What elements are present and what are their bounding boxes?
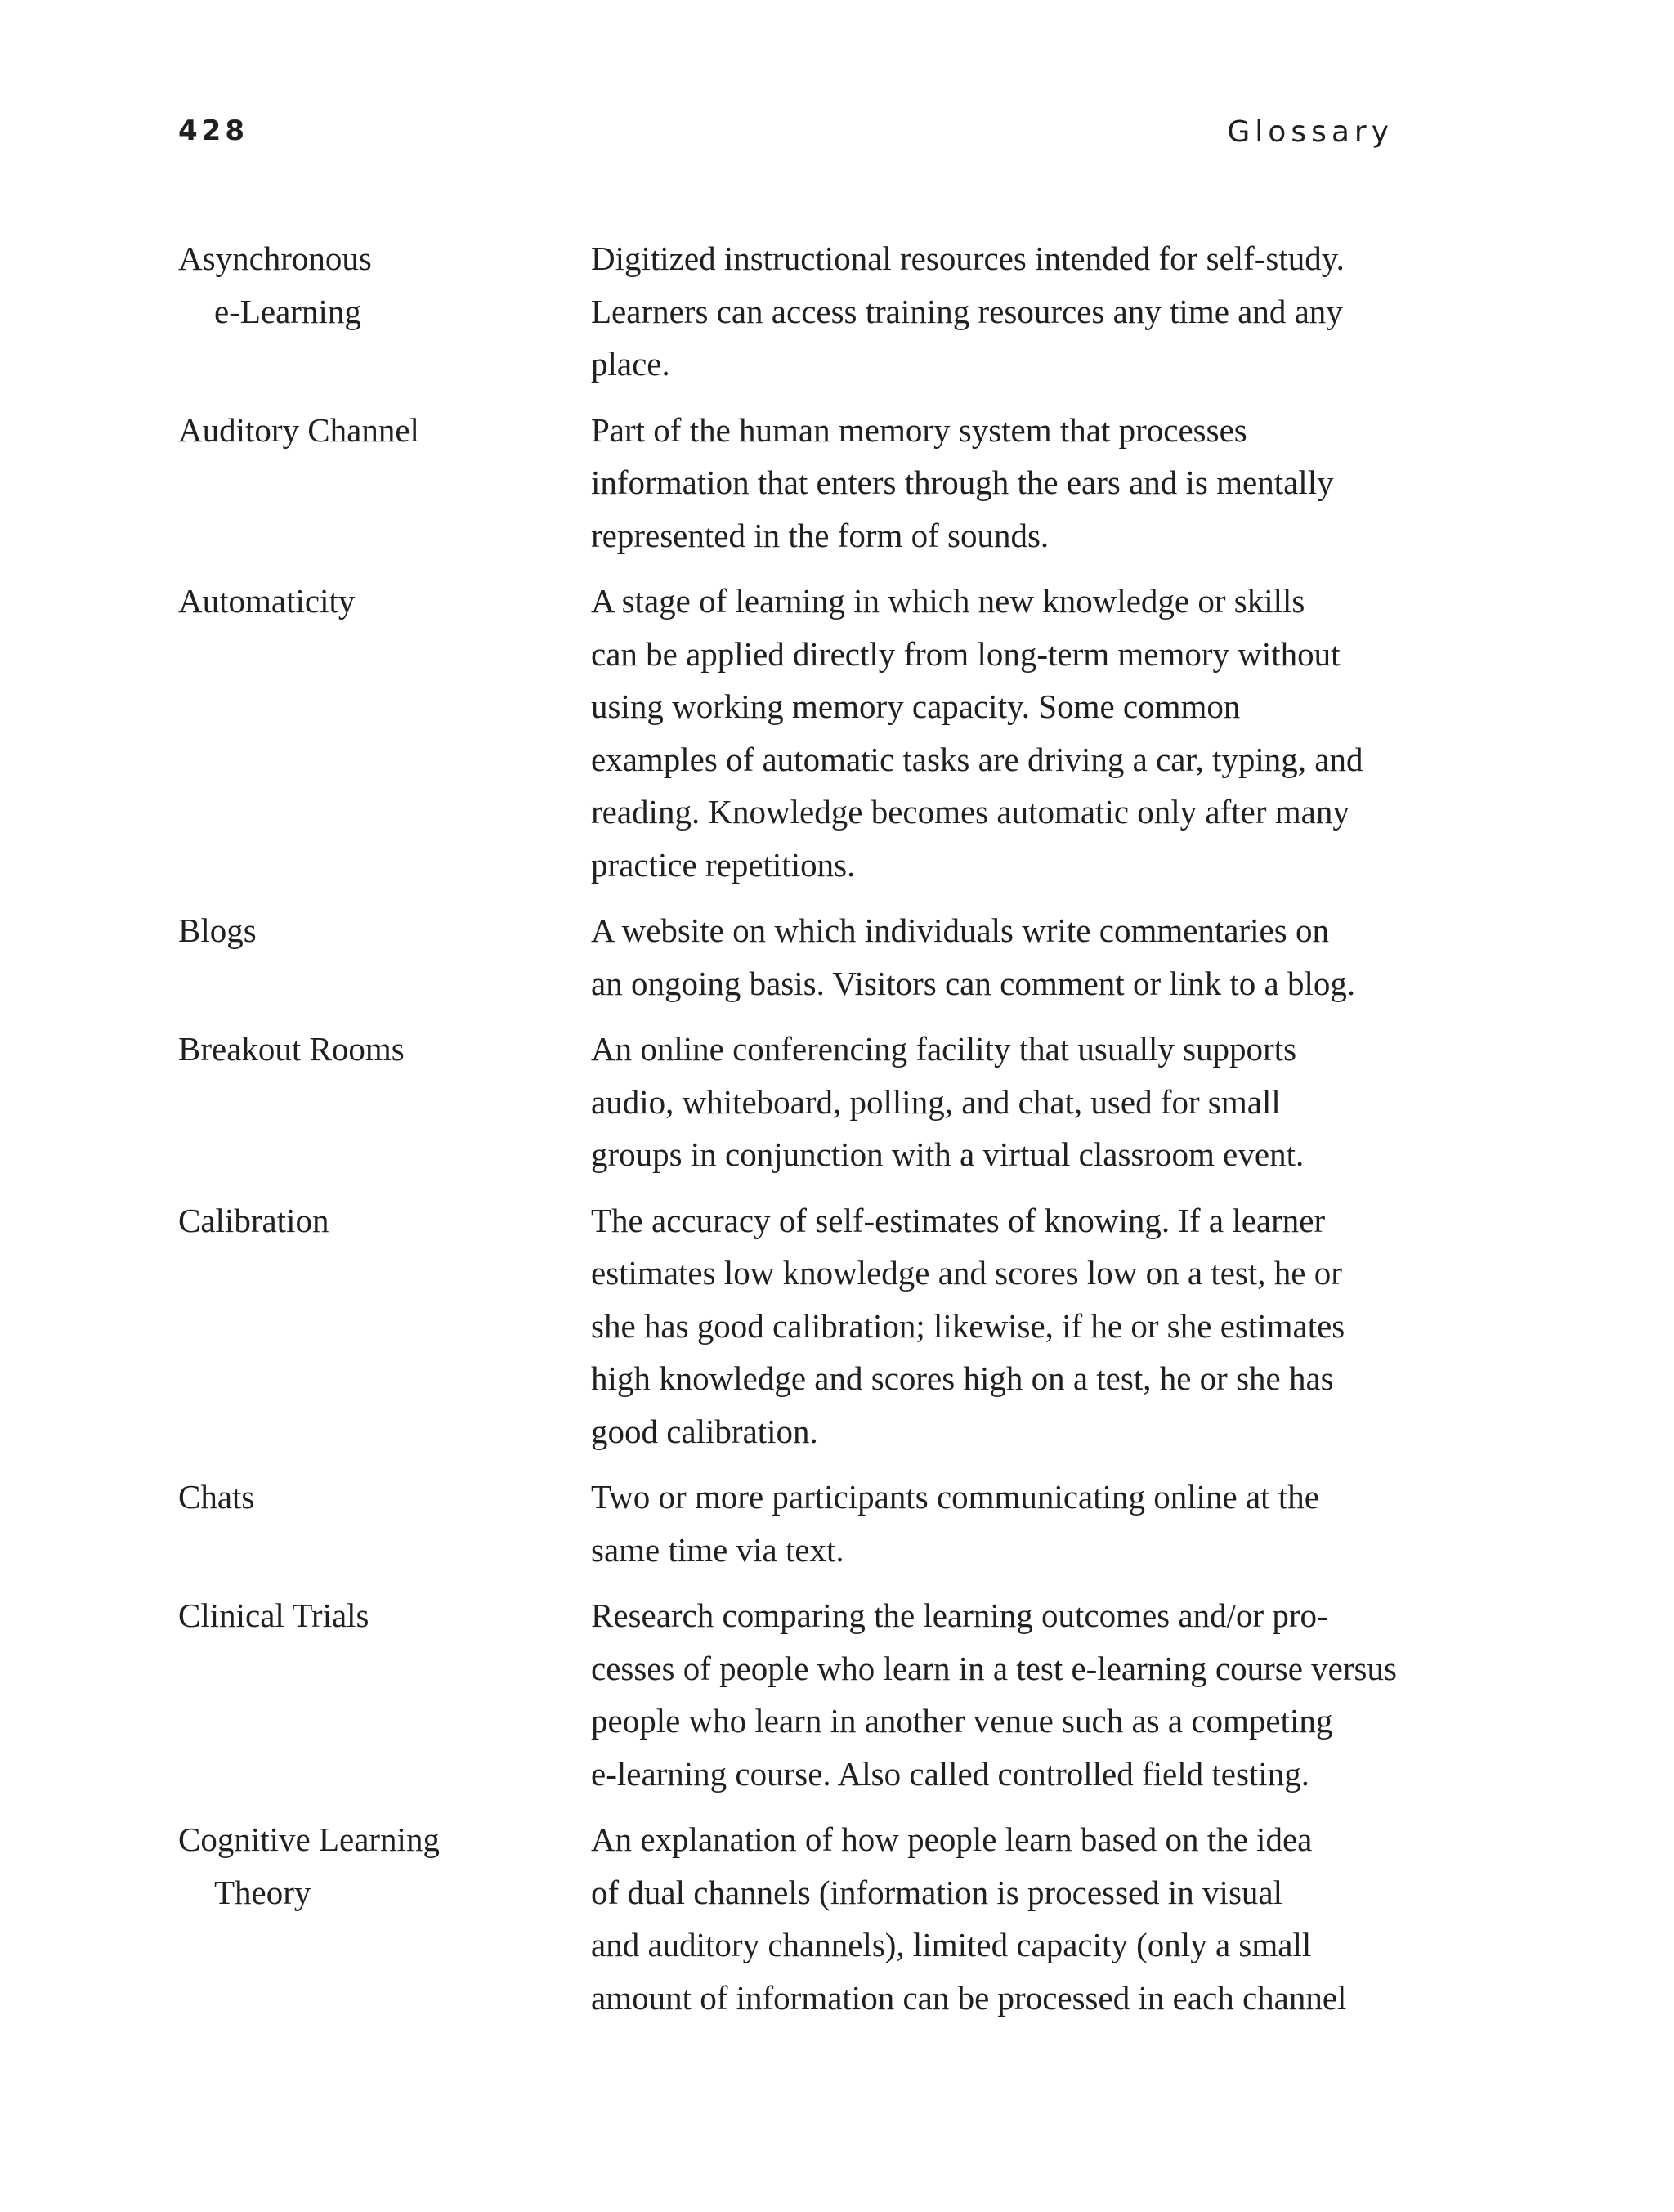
definition-line: A stage of learning in which new knowledge or skills	[591, 582, 1305, 620]
definition-line: practice repetitions.	[591, 845, 856, 884]
definition-line: cesses of people who learn in a test e-learning course versus	[591, 1649, 1397, 1687]
glossary-definition	[591, 575, 1408, 891]
glossary-definition	[591, 1194, 1408, 1458]
term-line: Clinical Trials	[178, 1596, 369, 1634]
definition-line: audio, whiteboard, polling, and chat, used for small	[591, 1082, 1281, 1121]
definition-line: amount of information can be processed in each channel	[591, 1978, 1347, 2017]
definition-line: groups in conjunction with a virtual classroom event.	[591, 1135, 1305, 1173]
definition-line: represented in the form of sounds.	[591, 516, 1050, 554]
glossary-entry	[178, 1023, 1404, 1181]
glossary-entry	[178, 404, 1404, 562]
term-line: Automaticity	[178, 582, 356, 620]
running-head: Glossary	[1227, 115, 1394, 149]
glossary-definition	[591, 404, 1408, 562]
definition-line: people who learn in another venue such as a competing	[591, 1702, 1333, 1740]
glossary-entry	[178, 904, 1404, 1010]
definition-line: reading. Knowledge becomes automatic only after many	[591, 793, 1349, 831]
glossary-definition	[591, 1023, 1408, 1181]
glossary-list	[178, 232, 1404, 2037]
glossary-definition	[591, 904, 1408, 1010]
page-number: 428	[178, 114, 248, 147]
definition-line: place.	[591, 345, 670, 383]
definition-line: and auditory channels), limited capacity (only a small	[591, 1926, 1312, 1963]
term-line: Blogs	[178, 911, 257, 949]
term-line: Calibration	[178, 1201, 329, 1239]
glossary-definition	[591, 1471, 1408, 1576]
definition-line: Digitized instructional resources intended for self-study.	[591, 240, 1345, 277]
glossary-term	[178, 1813, 591, 2024]
glossary-definition	[591, 1589, 1408, 1800]
definition-line: An online conferencing facility that usually supports	[591, 1030, 1297, 1068]
term-line: Breakout Rooms	[178, 1030, 405, 1068]
glossary-term	[178, 1589, 591, 1800]
definition-line: The accuracy of self-estimates of knowing. If a learner	[591, 1201, 1326, 1239]
glossary-term	[178, 1023, 591, 1181]
glossary-term	[178, 232, 591, 391]
term-line: Asynchronous	[178, 240, 372, 277]
definition-line: A website on which individuals write commentaries on	[591, 911, 1329, 949]
glossary-term	[178, 575, 591, 891]
definition-line: an ongoing basis. Visitors can comment or link to a blog.	[591, 964, 1356, 1002]
definition-line: good calibration.	[591, 1412, 818, 1450]
definition-line: information that enters through the ears and is mentally	[591, 463, 1334, 501]
definition-line: same time via text.	[591, 1530, 844, 1569]
glossary-definition	[591, 232, 1408, 391]
definition-line: she has good calibration; likewise, if he or she estimates	[591, 1306, 1345, 1345]
definition-line: of dual channels (information is processed in visual	[591, 1873, 1282, 1911]
glossary-entry	[178, 575, 1404, 891]
definition-line: Part of the human memory system that processes	[591, 410, 1247, 449]
glossary-term	[178, 1194, 591, 1458]
glossary-entry	[178, 232, 1404, 391]
definition-line: An explanation of how people learn based on the idea	[591, 1820, 1313, 1858]
term-line: Cognitive Learning	[178, 1820, 440, 1858]
term-line: Theory	[214, 1873, 311, 1911]
term-line: e-Learning	[214, 292, 361, 330]
definition-line: can be applied directly from long-term memory without	[591, 634, 1341, 673]
glossary-term	[178, 404, 591, 562]
definition-line: Learners can access training resources any time and any	[591, 292, 1343, 330]
glossary-definition	[591, 1813, 1408, 2024]
term-line: Auditory Channel	[178, 410, 419, 449]
glossary-entry	[178, 1813, 1404, 2024]
definition-line: Two or more participants communicating online at the	[591, 1478, 1319, 1516]
definition-line: examples of automatic tasks are driving a car, typing, and	[591, 740, 1363, 778]
definition-line: e-learning course. Also called controlled field testing.	[591, 1754, 1309, 1793]
glossary-term	[178, 904, 591, 1010]
definition-line: high knowledge and scores high on a test, he or she has	[591, 1359, 1334, 1397]
glossary-term	[178, 1471, 591, 1576]
definition-line: Research comparing the learning outcomes and/or pro-	[591, 1596, 1328, 1634]
glossary-entry	[178, 1589, 1404, 1800]
term-line: Chats	[178, 1478, 255, 1516]
definition-line: estimates low knowledge and scores low on a test, he or	[591, 1254, 1342, 1292]
glossary-entry	[178, 1471, 1404, 1576]
glossary-entry	[178, 1194, 1404, 1458]
definition-line: using working memory capacity. Some common	[591, 687, 1241, 725]
